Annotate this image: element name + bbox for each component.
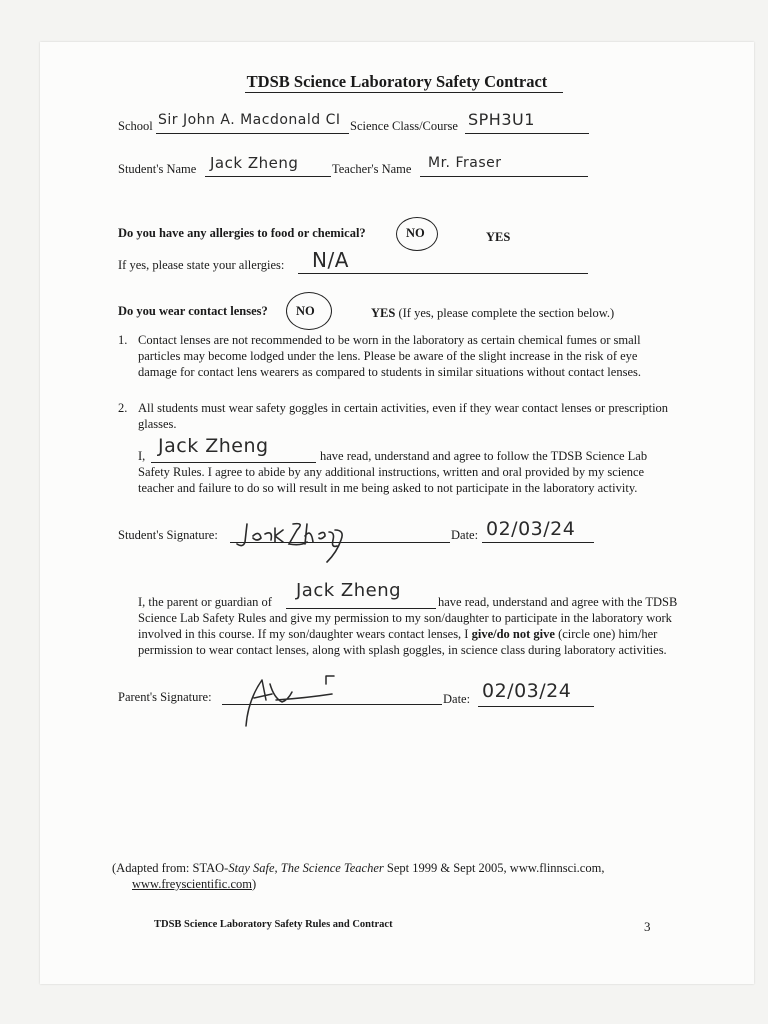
parent-text-b: (circle one) him/her permission to wear contact lenses, along with splash goggles, in science class during laboratory activities. xyxy=(138,627,667,657)
allergy-value[interactable]: N/A xyxy=(312,248,349,272)
teacher-name-line xyxy=(420,176,588,177)
item1-text: Contact lenses are not recommended to be worn in the laboratory as certain chemical fumes or small particles may become lodged under the lens. Please be aware of the slight increase in the risk of eye damage for contact lens wearers as compared to students in similar situations without contact lenses. xyxy=(138,333,641,379)
adapted-end: ) xyxy=(251,877,257,891)
lens-question: Do you wear contact lenses? xyxy=(118,304,268,318)
adapted-mid: Sept 1999 & Sept 2005, www.flinnsci.com, xyxy=(383,861,605,875)
allergy-yes-option[interactable]: YES xyxy=(486,230,511,244)
teacher-name-value[interactable]: Mr. Fraser xyxy=(428,155,502,171)
student-date-line xyxy=(482,542,594,543)
parent-child-name[interactable]: Jack Zheng xyxy=(296,580,402,601)
item2-text: All students must wear safety goggles in certain activities, even if they wear contact lenses or prescription glasses. xyxy=(138,401,669,431)
course-value[interactable]: SPH3U1 xyxy=(468,110,535,129)
parent-signature[interactable] xyxy=(240,670,360,730)
school-value[interactable]: Sir John A. Macdonald CI xyxy=(158,112,341,128)
title-underline xyxy=(245,92,563,93)
lens-yes-note: (If yes, please complete the section below.) xyxy=(398,306,615,320)
student-signature[interactable] xyxy=(235,516,355,566)
allergy-no-option[interactable]: NO xyxy=(406,226,425,240)
agree-name[interactable]: Jack Zheng xyxy=(158,435,269,457)
agree-prefix: I, xyxy=(138,449,146,463)
parent-give-option[interactable]: give/do not give xyxy=(471,627,555,641)
student-date-label: Date: xyxy=(451,528,479,542)
lens-yes-option[interactable]: YES xyxy=(371,306,396,320)
parent-text xyxy=(138,594,678,658)
allergy-line xyxy=(298,273,588,274)
page-title: TDSB Science Laboratory Safety Contract xyxy=(246,72,548,91)
allergy-question: Do you have any allergies to food or chemical? xyxy=(118,226,366,240)
adapted-prefix: (Adapted from: STAO- xyxy=(112,861,229,875)
parent-text-a: have read, understand and agree with the TDSB Science Lab Safety Rules and give my permission to my son/daughter to participate in the laboratory work involved in this course. If my son/daughter wears contact lenses, I xyxy=(138,595,678,641)
course-label: Science Class/Course xyxy=(350,119,458,133)
adapted-italic: Stay Safe, The Science Teacher xyxy=(228,861,384,875)
lens-no-option[interactable]: NO xyxy=(296,304,315,318)
teacher-name-label: Teacher's Name xyxy=(332,162,412,176)
contract-page xyxy=(40,42,754,984)
student-name-value[interactable]: Jack Zheng xyxy=(210,154,299,172)
parent-date-label: Date: xyxy=(443,692,471,706)
school-line xyxy=(156,133,349,134)
adapted-link[interactable]: www.freyscientific.com xyxy=(132,877,252,891)
footer-title: TDSB Science Laboratory Safety Rules and Contract xyxy=(154,919,393,930)
course-line xyxy=(465,133,589,134)
page-number: 3 xyxy=(644,919,651,934)
parent-prefix: I, the parent or guardian of xyxy=(138,595,272,609)
school-label: School xyxy=(118,119,153,133)
item1-number: 1. xyxy=(118,333,128,347)
parent-date-line xyxy=(478,706,594,707)
allergy-state-label: If yes, please state your allergies: xyxy=(118,258,285,272)
parent-signature-label: Parent's Signature: xyxy=(118,690,212,704)
student-name-line xyxy=(205,176,331,177)
student-name-label: Student's Name xyxy=(118,162,197,176)
agree-text: have read, understand and agree to follow the TDSB Science Lab Safety Rules. I agree to abide by any additional instructions, written and oral provided by my science teacher and failure to do so will result in me being asked to not participate in the laboratory activity. xyxy=(138,449,648,495)
student-date-value[interactable]: 02/03/24 xyxy=(486,518,576,540)
parent-date-value[interactable]: 02/03/24 xyxy=(482,680,572,702)
student-signature-label: Student's Signature: xyxy=(118,528,218,542)
adapted-from-note xyxy=(112,860,712,892)
item2-number: 2. xyxy=(118,401,128,415)
